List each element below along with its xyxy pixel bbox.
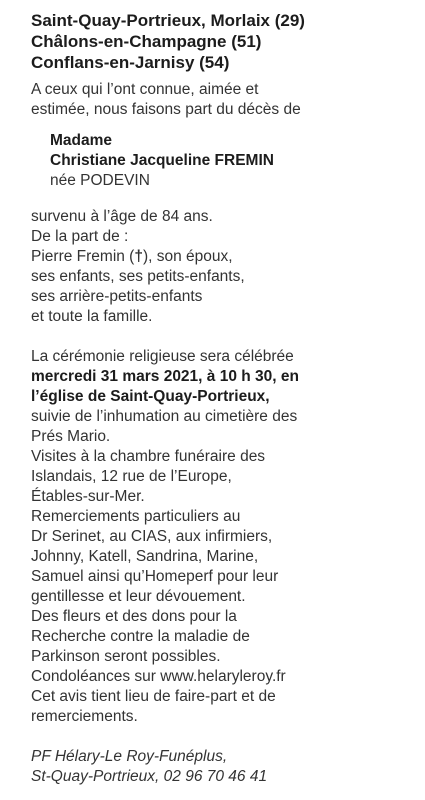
ceremony-line: Samuel ainsi qu’Homeperf pour leur (31, 568, 279, 585)
ceremony-line: Cet avis tient lieu de faire-part et de (31, 688, 276, 705)
husband-suffix: ), son époux, (142, 248, 233, 265)
signature-line: PF Hélary-Le Roy-Funéplus, (31, 748, 228, 765)
age-line: survenu à l’âge de 84 ans. (31, 208, 213, 225)
church-line (31, 387, 411, 407)
ceremony-date: mercredi 31 mars 2021, à 10 h 30, en (31, 368, 299, 385)
intro-text (31, 80, 411, 120)
ceremony-line: remerciements. (31, 708, 138, 725)
ceremony-line: Remerciements particuliers au (31, 508, 241, 525)
ceremony-line: La cérémonie religieuse sera célébrée (31, 348, 294, 365)
ceremony-church: l’église de Saint-Quay-Portrieux, (31, 388, 270, 405)
ceremony-line: Des fleurs et des dons pour la (31, 608, 237, 625)
family-line: ses enfants, ses petits-enfants, (31, 268, 245, 285)
husband-line (31, 247, 411, 267)
signature-line: St-Quay-Portrieux, 02 96 70 46 41 (31, 768, 268, 785)
ceremony-line: Recherche contre la maladie de (31, 628, 250, 645)
husband-prefix: Pierre Fremin ( (31, 248, 135, 265)
ceremony-line: Islandais, 12 rue de l’Europe, (31, 468, 232, 485)
ceremony-block (31, 347, 411, 727)
place-line: Saint-Quay-Portrieux, Morlaix (29) (31, 11, 305, 30)
cemetery-line: Prés Mario. (31, 428, 111, 445)
family-line: ses arrière-petits-enfants (31, 288, 203, 305)
obituary-notice (31, 10, 411, 787)
from-line: De la part de : (31, 228, 129, 245)
intro-line: A ceux qui l’ont connue, aimée et (31, 81, 259, 98)
ceremony-line: Dr Serinet, au CIAS, aux infirmiers, (31, 528, 273, 545)
funeral-home-signature (31, 747, 411, 787)
cross-icon: † (134, 248, 143, 265)
ceremony-line: gentillesse et leur dévouement. (31, 588, 246, 605)
family-line: et toute la famille. (31, 308, 153, 325)
ceremony-line: Condoléances sur www.helaryleroy.fr (31, 668, 286, 685)
ceremony-line: Parkinson seront possibles. (31, 648, 221, 665)
deceased-birth-name: née PODEVIN (50, 172, 150, 189)
deceased-block (31, 131, 411, 191)
family-block (31, 207, 411, 327)
intro-line: estimée, nous faisons part du décès de (31, 101, 301, 118)
ceremony-line: Visites à la chambre funéraire des (31, 448, 266, 465)
deceased-title: Madame (50, 132, 113, 149)
place-line: Conflans-en-Jarnisy (54) (31, 53, 230, 72)
ceremony-line: Johnny, Katell, Sandrina, Marine, (31, 548, 259, 565)
places-header (31, 10, 411, 73)
place-line: Châlons-en-Champagne (51) (31, 32, 262, 51)
deceased-full-name: Christiane Jacqueline FREMIN (50, 152, 274, 169)
ceremony-line: Étables-sur-Mer. (31, 488, 145, 505)
church-rest-line: suivie de l’inhumation au cimetière des (31, 408, 298, 425)
